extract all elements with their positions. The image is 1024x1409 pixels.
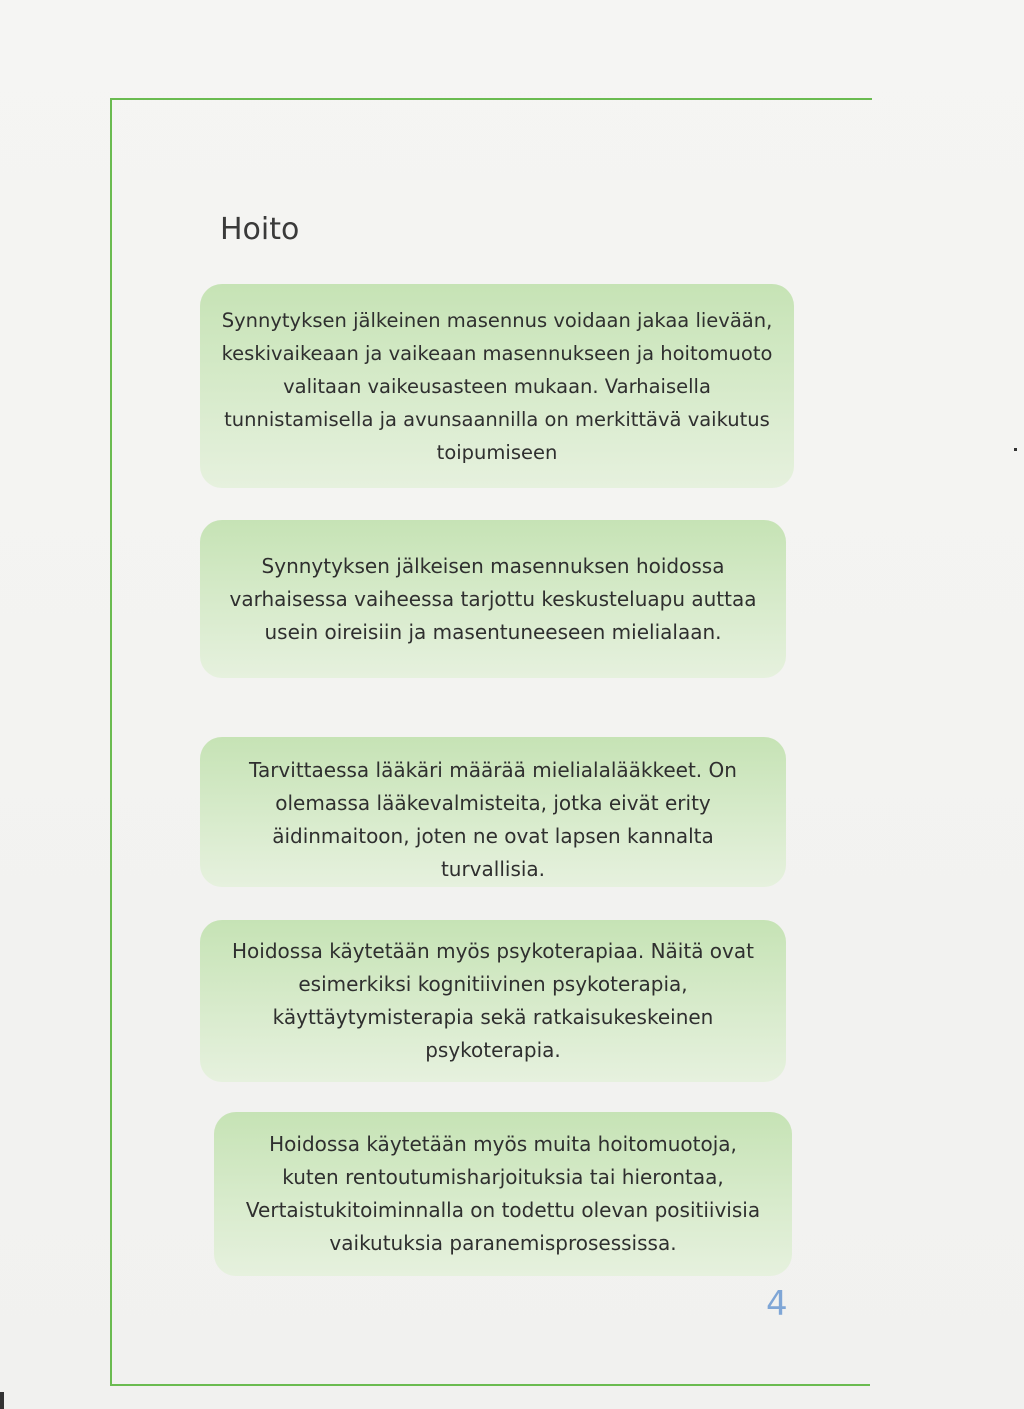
info-box-4 [200, 920, 786, 1082]
page-title: Hoito [220, 212, 300, 247]
info-box-text: Hoidossa käytetään myös psykoterapiaa. Näitä ovat esimerkiksi kognitiivinen psykoterapia, käyttäytymisterapia sekä ratkaisukeskeinen psykoterapia. [232, 939, 754, 1062]
scan-edge-mark [0, 1392, 4, 1409]
info-box-text: Synnytyksen jälkeinen masennus voidaan jakaa lievään, keskivaikeaan ja vaikeaan masennukseen ja hoitomuoto valitaan vaikeusasteen mukaan. Varhaisella tunnistamisella ja avunsaannilla on merkittävä vaikutus toipumiseen [221, 308, 773, 464]
info-box-2 [200, 520, 786, 678]
info-box-1 [200, 284, 794, 488]
frame-left-line [110, 98, 112, 1386]
info-box-text: Hoidossa käytetään myös muita hoitomuotoja, kuten rentoutumisharjoituksia tai hierontaa, Vertaistukitoiminnalla on todettu olevan positiivisia vaikutuksia paranemisprosessissa. [245, 1132, 761, 1255]
page-number: 4 [766, 1284, 788, 1324]
scan-speck [1014, 448, 1017, 451]
info-box-text: Tarvittaessa lääkäri määrää mielialalääkkeet. On olemassa lääkevalmisteita, jotka eivät erity äidinmaitoon, joten ne ovat lapsen kannalta turvallisia. [249, 758, 737, 881]
frame-bottom-line [110, 1384, 870, 1386]
info-box-3 [200, 737, 786, 887]
frame-top-line [110, 98, 872, 100]
info-box-5 [214, 1112, 792, 1276]
info-box-text: Synnytyksen jälkeisen masennuksen hoidossa varhaisessa vaiheessa tarjottu keskusteluapu auttaa usein oireisiin ja masentuneeseen mielialaan. [229, 553, 757, 644]
